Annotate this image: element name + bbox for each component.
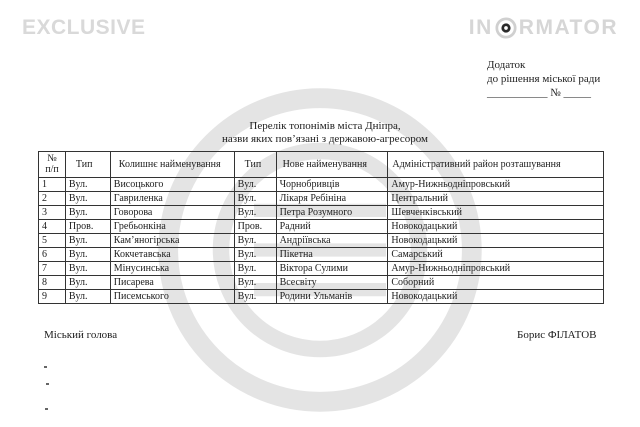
cell-type2: Вул.	[234, 234, 276, 248]
cell-num: 7	[39, 262, 66, 276]
mayor-name: Борис ФІЛАТОВ	[517, 329, 597, 341]
header-type: Тип	[65, 152, 110, 178]
cell-new: Петра Розумного	[276, 206, 388, 220]
table-row	[39, 290, 604, 304]
cell-type: Вул.	[65, 178, 110, 192]
cell-district: Новокодацький	[388, 220, 604, 234]
cell-num: 8	[39, 276, 66, 290]
title-line: Перелік топонімів міста Дніпра,	[249, 120, 401, 132]
cell-new: Віктора Сулими	[276, 262, 388, 276]
cell-new: Радний	[276, 220, 388, 234]
cell-old: Писемського	[110, 290, 234, 304]
cell-num: 6	[39, 248, 66, 262]
table-header-row	[39, 152, 604, 178]
cell-new: Чорнобривців	[276, 178, 388, 192]
table-row	[39, 248, 604, 262]
cell-type2: Вул.	[234, 248, 276, 262]
cell-type: Вул.	[65, 290, 110, 304]
table-row	[39, 220, 604, 234]
cell-new: Андріївська	[276, 234, 388, 248]
cell-old: Кам’яногірська	[110, 234, 234, 248]
cell-old: Говорова	[110, 206, 234, 220]
table-row	[39, 206, 604, 220]
cell-old: Писарева	[110, 276, 234, 290]
cell-type: Вул.	[65, 248, 110, 262]
cell-old: Мінусинська	[110, 262, 234, 276]
table-row	[39, 262, 604, 276]
cell-old: Кокчетавська	[110, 248, 234, 262]
cell-type2: Вул.	[234, 290, 276, 304]
cell-num: 9	[39, 290, 66, 304]
cell-district: Амур-Нижньодніпровський	[388, 262, 604, 276]
cell-type: Вул.	[65, 206, 110, 220]
table-row	[39, 276, 604, 290]
document-title	[200, 120, 450, 146]
brand-logo	[469, 16, 618, 40]
cell-type: Вул.	[65, 234, 110, 248]
cell-type2: Вул.	[234, 262, 276, 276]
cell-old: Гребьонкіна	[110, 220, 234, 234]
cell-old: Висоцького	[110, 178, 234, 192]
title-line: назви яких пов’язані з державою-агресором	[222, 133, 428, 145]
cell-num: 1	[39, 178, 66, 192]
header-number: № п/п	[39, 152, 66, 178]
cell-district: Новокодацький	[388, 234, 604, 248]
cell-type2: Вул.	[234, 276, 276, 290]
cell-num: 3	[39, 206, 66, 220]
exclusive-label: EXCLUSIVE	[22, 16, 146, 39]
cell-num: 4	[39, 220, 66, 234]
cell-district: Шевченківський	[388, 206, 604, 220]
mayor-title: Міський голова	[44, 329, 118, 341]
cell-num: 2	[39, 192, 66, 206]
appendix-line: ___________ № _____	[487, 87, 591, 99]
cell-type: Пров.	[65, 220, 110, 234]
cell-new: Пікетна	[276, 248, 388, 262]
brand-text-end: RMATOR	[518, 16, 618, 39]
appendix-line: Додаток	[487, 59, 526, 71]
scan-speck	[45, 408, 48, 410]
cell-new: Родини Ульманів	[276, 290, 388, 304]
cell-type: Вул.	[65, 276, 110, 290]
cell-num: 5	[39, 234, 66, 248]
header-old-name: Колишнє найменування	[110, 152, 234, 178]
appendix-line: до рішення міської ради	[487, 73, 601, 85]
table-row	[39, 178, 604, 192]
brand-eye-icon	[495, 17, 517, 39]
cell-type2: Вул.	[234, 206, 276, 220]
cell-district: Соборний	[388, 276, 604, 290]
cell-district: Центральний	[388, 192, 604, 206]
header-type-new: Тип	[234, 152, 276, 178]
cell-type2: Пров.	[234, 220, 276, 234]
cell-district: Новокодацький	[388, 290, 604, 304]
header-district: Адміністративний район розташування	[388, 152, 604, 178]
cell-new: Всесвіту	[276, 276, 388, 290]
cell-type: Вул.	[65, 192, 110, 206]
cell-district: Самарський	[388, 248, 604, 262]
appendix-block	[487, 58, 600, 100]
cell-type2: Вул.	[234, 178, 276, 192]
cell-type2: Вул.	[234, 192, 276, 206]
scan-speck	[44, 366, 47, 368]
scan-speck	[46, 383, 49, 385]
brand-text-start: IN	[468, 16, 493, 39]
cell-district: Амур-Нижньодніпровський	[388, 178, 604, 192]
cell-type: Вул.	[65, 262, 110, 276]
table-row	[39, 192, 604, 206]
cell-old: Гавриленка	[110, 192, 234, 206]
header-new-name: Нове найменування	[276, 152, 388, 178]
toponyms-table	[38, 151, 604, 304]
table-row	[39, 234, 604, 248]
cell-new: Лікаря Ребініна	[276, 192, 388, 206]
